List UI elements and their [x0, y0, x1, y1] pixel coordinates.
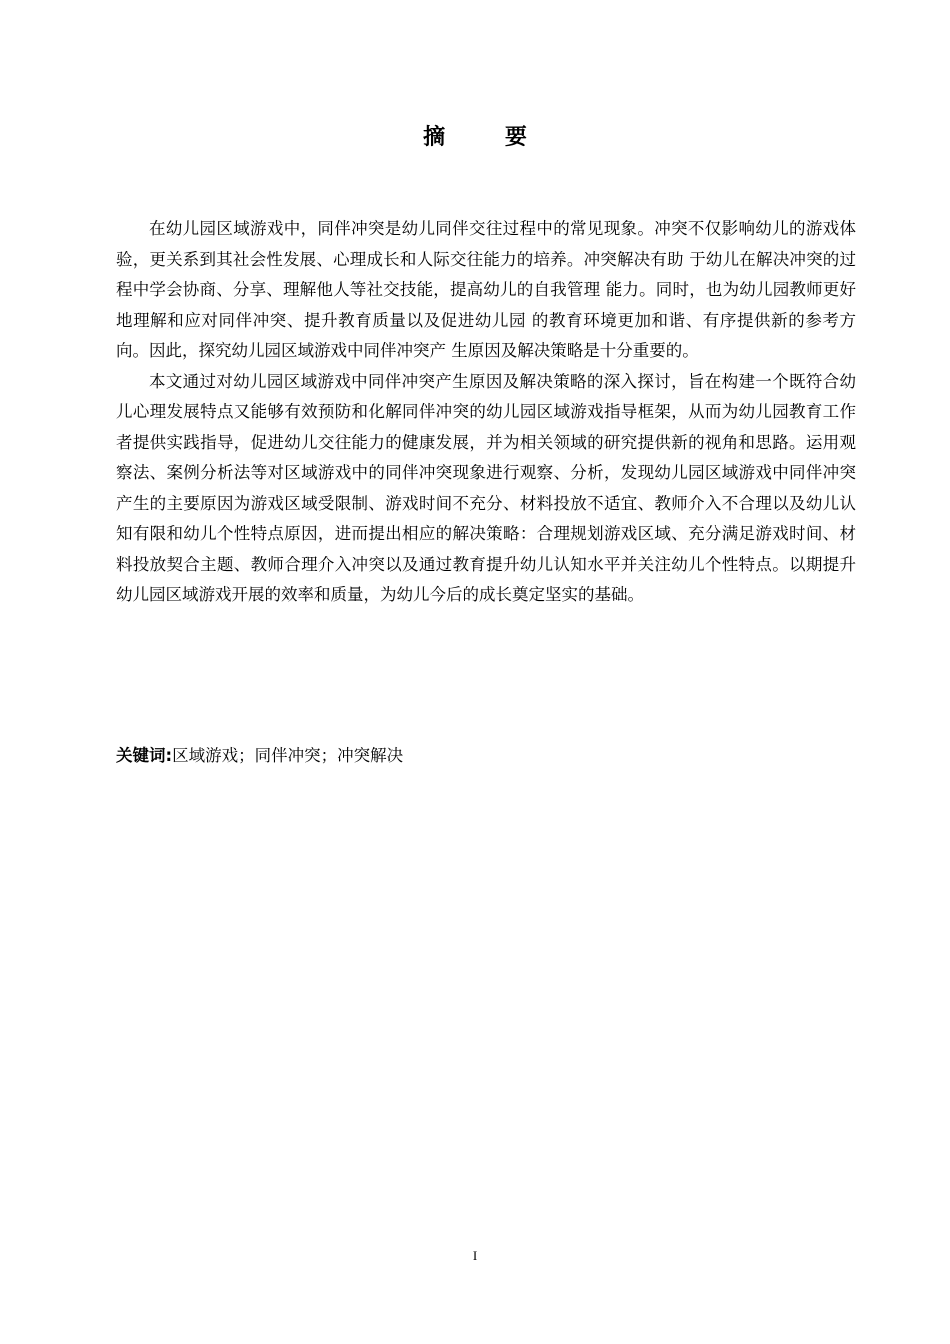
abstract-paragraph-1: 在幼儿园区域游戏中，同伴冲突是幼儿同伴交往过程中的常见现象。冲突不仅影响幼儿的游戏体验，更关系到其社会性发展、心理成长和人际交往能力的培养。冲突解决有助 于幼儿在解决冲突的过程中学会协商、分享、理解他人等社交技能，提高幼儿的自我管理 能力。同时，也为幼儿园教师更好地理解和应对同伴冲突、提升教育质量以及促进幼儿园 的教育环境更加和谐、有序提供新的参考方向。因此，探究幼儿园区域游戏中同伴冲突产 生原因及解决策略是十分重要的。: [116, 219, 856, 360]
abstract-title: 摘 要: [423, 125, 553, 150]
abstract-body: [116, 214, 856, 611]
keywords-label: 关键词:: [116, 746, 173, 765]
keywords-line: [116, 741, 856, 771]
abstract-paragraph-2: 本文通过对幼儿园区域游戏中同伴冲突产生原因及解决策略的深入探讨，旨在构建一个既符合幼儿心理发展特点又能够有效预防和化解同伴冲突的幼儿园区域游戏指导框架，从而为幼儿园教育工作者提供实践指导，促进幼儿交往能力的健康发展，并为相关领域的研究提供新的视角和思路。运用观察法、案例分析法等对区域游戏中的同伴冲突现象进行观察、分析，发现幼儿园区域游戏中同伴冲突产生的主要原因为游戏区域受限制、游戏时间不充分、材料投放不适宜、教师介入不合理以及幼儿认知有限和幼儿个性特点原因，进而提出相应的解决策略：合理规划游戏区域、充分满足游戏时间、材料投放契合主题、教师合理介入冲突以及通过教育提升幼儿认知水平并关注幼儿个性特点。以期提升幼儿园区域游戏开展的效率和质量，为幼儿今后的成长奠定坚实的基础。: [116, 371, 856, 604]
keywords-value: 区域游戏；同伴冲突；冲突解决: [172, 746, 404, 765]
page-number: I: [472, 1248, 478, 1263]
